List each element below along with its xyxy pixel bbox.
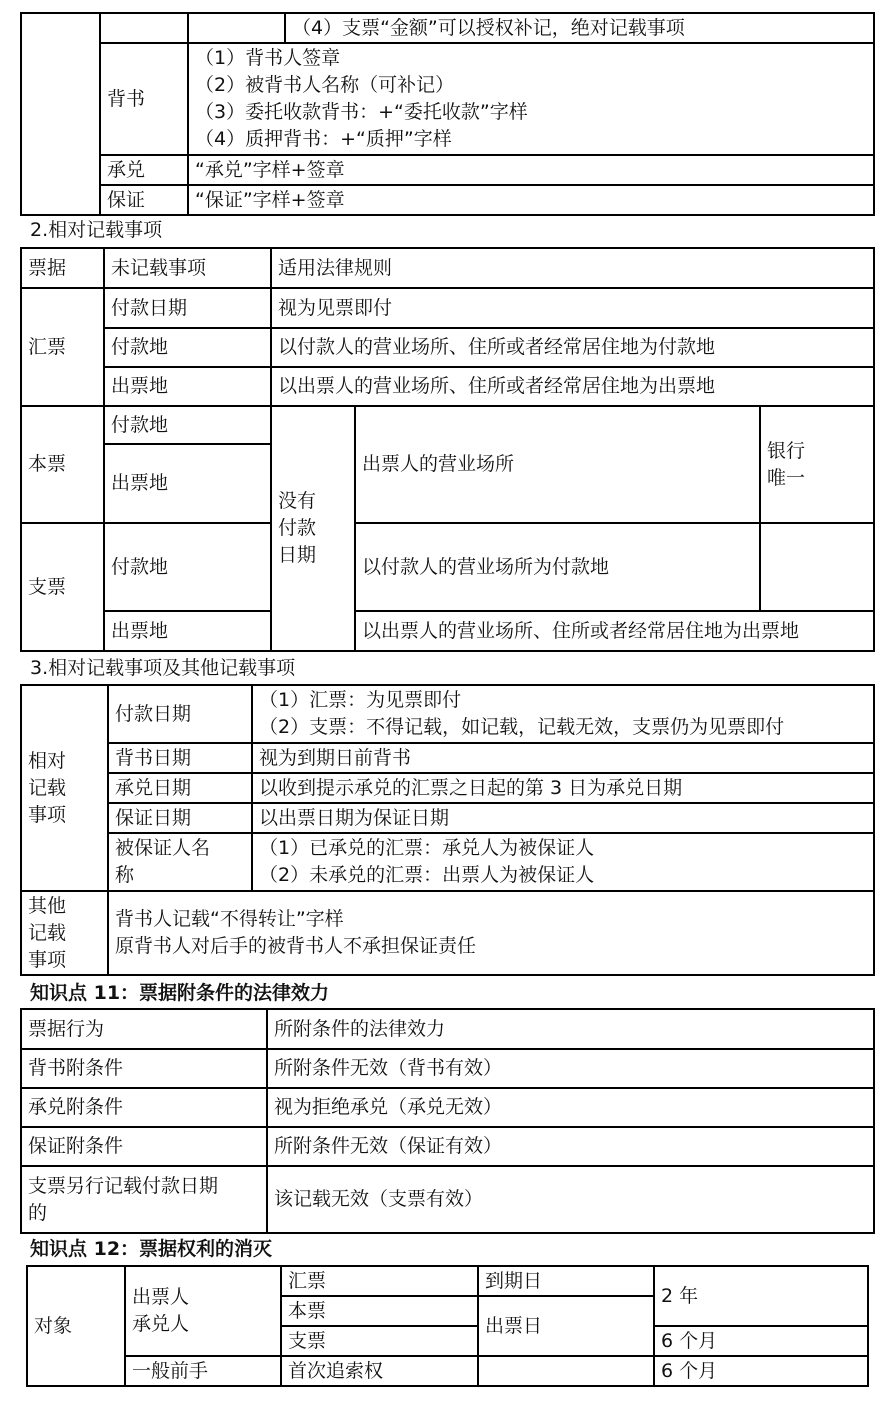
act: 支票另行记载付款日期 的 (21, 1166, 267, 1233)
blank-cell (478, 1356, 654, 1386)
drawer-acceptor: 出票人 承兑人 (125, 1266, 281, 1356)
section3-table (20, 684, 875, 976)
effect: 该记载无效（支票有效） (267, 1166, 874, 1233)
section12-heading: 知识点 12：票据权利的消灭 (30, 1238, 273, 1260)
draft-rule: 以出票人的营业场所、住所或者经常居住地为出票地 (271, 367, 874, 406)
other-label: 其他 记载 事项 (21, 891, 108, 975)
relative-rule: 以收到提示承兑的汇票之日起的第 3 日为承兑日期 (252, 773, 874, 803)
header-bill: 票据 (21, 248, 104, 288)
relative-rule: （1）已承兑的汇票：承兑人为被保证人 （2）未承兑的汇票：出票人为被保证人 (252, 833, 874, 891)
bill-draft: 汇票 (281, 1266, 478, 1296)
cheque-label: 支票 (21, 523, 104, 651)
cheque-pay-rule-blank (760, 523, 874, 611)
amount-rule: （4）支票“金额”可以授权补记，绝对记载事项 (285, 13, 874, 43)
relative-rule: 视为到期日前背书 (252, 743, 874, 773)
section11-table (20, 1008, 875, 1234)
relative-item: 保证日期 (108, 803, 252, 833)
effect: 视为拒绝承兑（承兑无效） (267, 1088, 874, 1127)
endorse-item: （4）质押背书：+“质押”字样 (195, 128, 452, 150)
note-issue-place: 出票地 (104, 444, 271, 523)
section11-heading: 知识点 11：票据附条件的法律效力 (30, 982, 330, 1004)
relative-item: 背书日期 (108, 743, 252, 773)
act: 背书附条件 (21, 1049, 267, 1088)
accept-value: “承兑”字样+签章 (188, 155, 874, 185)
accept-label: 承兑 (100, 155, 188, 185)
maturity: 到期日 (478, 1266, 654, 1296)
endorse-label: 背书 (100, 43, 188, 155)
no-pay-date: 没有 付款 日期 (271, 406, 355, 651)
draft-rule: 以付款人的营业场所、住所或者经常居住地为付款地 (271, 328, 874, 367)
section12-table (26, 1265, 869, 1387)
top-table (20, 12, 875, 216)
relative-item: 被保证人名 称 (108, 833, 252, 891)
note-pay-place: 付款地 (104, 406, 271, 444)
note-rule: 出票人的营业场所 (355, 406, 760, 523)
bill-cheque: 支票 (281, 1326, 478, 1356)
act: 保证附条件 (21, 1127, 267, 1166)
other-text: 背书人记载“不得转让”字样 原背书人对后手的被背书人不承担保证责任 (108, 891, 874, 975)
section3-heading: 3.相对记载事项及其他记载事项 (30, 657, 296, 679)
draft-label: 汇票 (21, 288, 104, 406)
section2-heading: 2.相对记载事项 (30, 219, 163, 241)
six-months-2: 6 个月 (654, 1356, 868, 1386)
effect: 所附条件无效（保证有效） (267, 1127, 874, 1166)
endorse-item: （1）背书人签章 (195, 47, 341, 69)
header-act: 票据行为 (21, 1009, 267, 1049)
endorse-item: （2）被背书人名称（可补记） (195, 74, 455, 96)
draft-item: 出票地 (104, 367, 271, 406)
act: 承兑附条件 (21, 1088, 267, 1127)
bill-note: 本票 (281, 1296, 478, 1326)
endorse-items (188, 43, 874, 155)
draft-rule: 视为见票即付 (271, 288, 874, 328)
cheque-issue-rule: 以出票人的营业场所、住所或者经常居住地为出票地 (355, 611, 874, 651)
relative-rule: 以出票日期为保证日期 (252, 803, 874, 833)
general-prior: 一般前手 (125, 1356, 281, 1386)
issue-date: 出票日 (478, 1296, 654, 1356)
top-blank-cell-3 (188, 13, 285, 43)
relative-label: 相对 记载 事项 (21, 685, 108, 891)
relative-rule: （1）汇票：为见票即付 （2）支票：不得记载，如记载，记载无效，支票仍为见票即付 (252, 685, 874, 743)
top-blank-cell (21, 13, 100, 215)
effect: 所附条件无效（背书有效） (267, 1049, 874, 1088)
relative-item: 付款日期 (108, 685, 252, 743)
guarantee-value: “保证”字样+签章 (188, 185, 874, 215)
two-years: 2 年 (654, 1266, 868, 1326)
cheque-issue-place: 出票地 (104, 611, 271, 651)
relative-item: 承兑日期 (108, 773, 252, 803)
draft-item: 付款日期 (104, 288, 271, 328)
section2-table (20, 247, 875, 652)
cheque-pay-rule: 以付款人的营业场所为付款地 (355, 523, 760, 611)
header-unrecorded: 未记载事项 (104, 248, 271, 288)
six-months: 6 个月 (654, 1326, 868, 1356)
guarantee-label: 保证 (100, 185, 188, 215)
bank-only: 银行 唯一 (760, 406, 874, 523)
object-label: 对象 (27, 1266, 125, 1386)
cheque-pay-place: 付款地 (104, 523, 271, 611)
draft-item: 付款地 (104, 328, 271, 367)
header-rule: 适用法律规则 (271, 248, 874, 288)
header-effect: 所附条件的法律效力 (267, 1009, 874, 1049)
note-label: 本票 (21, 406, 104, 523)
first-recourse: 首次追索权 (281, 1356, 478, 1386)
endorse-item: （3）委托收款背书：+“委托收款”字样 (195, 101, 528, 123)
top-blank-cell-2 (100, 13, 188, 43)
